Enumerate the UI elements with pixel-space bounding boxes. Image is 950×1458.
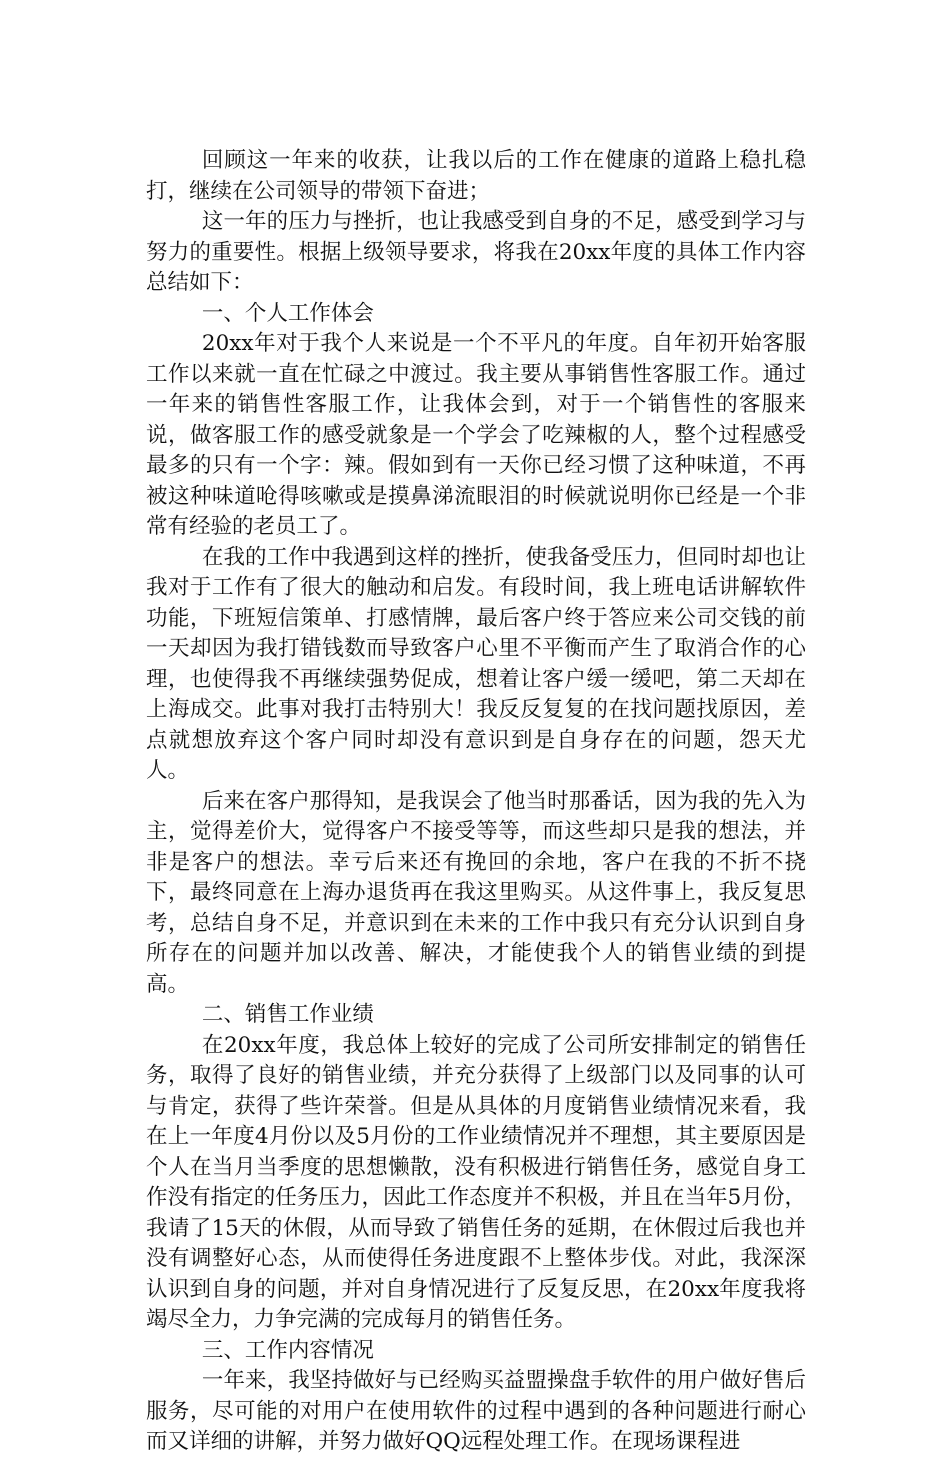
document-body (146, 146, 806, 1458)
paragraph-year-summary: 20xx年对于我个人来说是一个不平凡的年度。自年初开始客服工作以来就一直在忙碌之中渡过。我主要从事销售性客服工作。通过一年来的销售性客服工作，让我体会到，对于一个销售性的客服来说，做客服工作的感受就象是一个学会了吃辣椒的人，整个过程感受最多的只有一个字：辣。假如到有一天你已经习惯了这种味道，不再被这种味道呛得咳嗽或是摸鼻涕流眼泪的时候就说明你已经是一个非常有经验的老员工了。 (146, 331, 806, 539)
section-heading-personal-experience: 一、个人工作体会 (201, 300, 374, 326)
paragraph-lesson: 后来在客户那得知，是我误会了他当时那番话，因为我的先入为主，觉得差价大，觉得客户不接受等等，而这些却只是我的想法，并非是客户的想法。幸亏后来还有挽回的余地，客户在我的不折不挠下，最终同意在上海办退货再在我这里购买。从这件事上，我反复思考，总结自身不足，并意识到在未来的工作中我只有充分认识到自身所存在的问题并加以改善、解决，才能使我个人的销售业绩的到提高。 (146, 788, 806, 997)
section-heading-work-content: 三、工作内容情况 (201, 1337, 374, 1363)
paragraph-setback: 在我的工作中我遇到这样的挫折，使我备受压力，但同时却也让我对于工作有了很大的触动和启发。有段时间，我上班电话讲解软件功能，下班短信策单、打感情牌，最后客户终于答应来公司交钱的前一天却因为我打错钱数而导致客户心里不平衡而产生了取消合作的心理，也使得我不再继续强势促成，想着让客户缓一缓吧，第二天却在上海成交。此事对我打击特别大！我反反复复的在找问题找原因，差点就想放弃这个客户同时却没有意识到是自身存在的问题，怨天尤人。 (146, 544, 806, 783)
paragraph-sales-results: 在20xx年度，我总体上较好的完成了公司所安排制定的销售任务，取得了良好的销售业绩，并充分获得了上级部门以及同事的认可与肯定，获得了些许荣誉。但是从具体的月度销售业绩情况来看，我在上一年度4月份以及5月份的工作业绩情况并不理想，其主要原因是个人在当月当季度的思想懒散，没有积极进行销售任务，感觉自身工作没有指定的任务压力，因此工作态度并不积极，并且在当年5月份，我请了15天的休假，从而导致了销售任务的延期，在休假过后我也并没有调整好心态，从而使得任务进度跟不上整体步伐。对此，我深深认识到自身的问题，并对自身情况进行了反复反思，在20xx年度我将竭尽全力，力争完满的完成每月的销售任务。 (146, 1032, 806, 1332)
section-heading-sales-performance: 二、销售工作业绩 (201, 1002, 374, 1027)
paragraph-pressure: 这一年的压力与挫折，也让我感受到自身的不足，感受到学习与努力的重要性。根据上级领导要求，将我在20xx年度的具体工作内容总结如下： (146, 209, 806, 295)
paragraph-after-sales: 一年来，我坚持做好与已经购买益盟操盘手软件的用户做好售后服务，尽可能的对用户在使用软件的过程中遇到的各种问题进行耐心而又详细的讲解，并努力做好QQ远程处理工作。在现场课程进 (146, 1368, 806, 1454)
paragraph-review: 回顾这一年来的收获，让我以后的工作在健康的道路上稳扎稳打，继续在公司领导的带领下奋进； (146, 148, 806, 204)
